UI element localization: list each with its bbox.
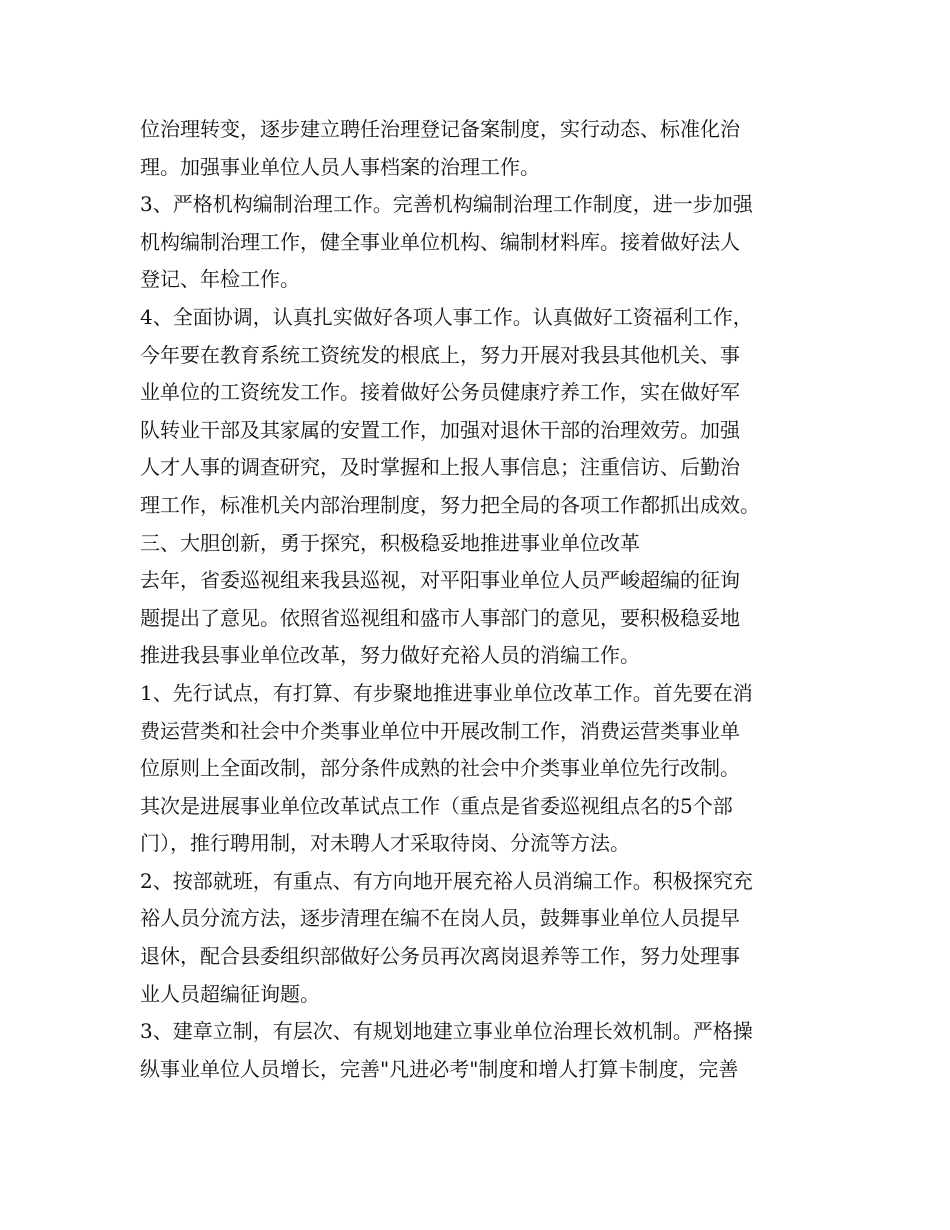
text-line: 纵事业单位人员增长，完善"凡进必考"制度和增人打算卡制度，完善: [140, 1056, 739, 1081]
section-heading: 三、大胆创新，勇于探究，积极稳妥地推进事业单位改革: [140, 530, 640, 555]
text-line: 去年，省委巡视组来我县巡视，对平阳事业单位人员严峻超编的征询: [140, 568, 740, 593]
text-line: 今年要在教育系统工资统发的根底上，努力开展对我县其他机关、事: [140, 342, 740, 367]
text-line: 登记、年检工作。: [140, 267, 300, 292]
text-line: 理工作，标准机关内部治理制度，努力把全局的各项工作都抓出成效。: [140, 492, 760, 517]
text-line: 队转业干部及其家属的安置工作，加强对退休干部的治理效劳。加强: [140, 417, 740, 442]
text-line: 人才人事的调查研究，及时掌握和上报人事信息；注重信访、后勤治: [140, 455, 740, 480]
text-line: 3、严格机构编制治理工作。完善机构编制治理工作制度，进一步加强: [140, 192, 753, 217]
text-line: 其次是进展事业单位改革试点工作（重点是省委巡视组点名的5个部: [140, 793, 733, 818]
text-line: 位原则上全面改制，部分条件成熟的社会中介类事业单位先行改制。: [140, 756, 740, 781]
text-line: 业单位的工资统发工作。接着做好公务员健康疗养工作，实在做好军: [140, 380, 740, 405]
text-line: 推进我县事业单位改革，努力做好充裕人员的消编工作。: [140, 643, 640, 668]
text-line: 业人员超编征询题。: [140, 981, 320, 1006]
text-line: 1、先行试点，有打算、有步聚地推进事业单位改革工作。首先要在消: [140, 680, 753, 705]
text-line: 理。加强事业单位人员人事档案的治理工作。: [140, 154, 540, 179]
text-line: 费运营类和社会中介类事业单位中开展改制工作，消费运营类事业单: [140, 718, 740, 743]
text-line: 2、按部就班，有重点、有方向地开展充裕人员消编工作。积极探究充: [140, 868, 753, 893]
text-line: 题提出了意见。依照省巡视组和盛市人事部门的意见，要积极稳妥地: [140, 605, 740, 630]
text-line: 裕人员分流方法，逐步清理在编不在岗人员，鼓舞事业单位人员提早: [140, 906, 740, 931]
text-line: 机构编制治理工作，健全事业单位机构、编制材料库。接着做好法人: [140, 229, 740, 254]
body-text: [140, 111, 820, 1088]
text-line: 门），推行聘用制，对未聘人才采取待岗、分流等方法。: [140, 831, 630, 856]
text-line: 3、建章立制，有层次、有规划地建立事业单位治理长效机制。严格操: [140, 1019, 753, 1044]
text-line: 退休，配合县委组织部做好公务员再次离岗退养等工作，努力处理事: [140, 944, 740, 969]
text-line: 4、全面协调，认真扎实做好各项人事工作。认真做好工资福利工作，: [140, 304, 753, 329]
text-line: 位治理转变，逐步建立聘任治理登记备案制度，实行动态、标准化治: [140, 117, 740, 141]
